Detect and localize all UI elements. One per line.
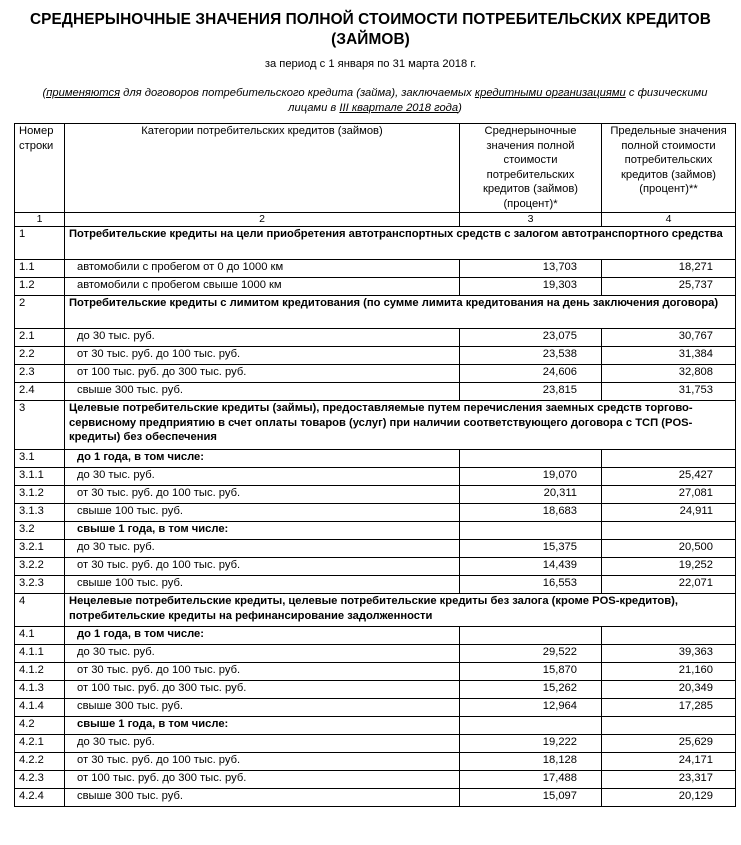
row-number-cell: 4.1.2 [15,663,65,681]
rates-table [14,123,736,807]
average-value-cell: 29,522 [460,645,602,663]
row-number-cell: 2 [15,296,65,329]
category-cell: до 1 года, в том числе: [65,450,460,468]
header-row-number: Номер строки [15,124,65,213]
row-number-cell: 4.1 [15,627,65,645]
row-number-cell: 1 [15,227,65,260]
row-number-cell: 4 [15,594,65,627]
row-number-cell: 3.1.3 [15,504,65,522]
row-number-cell: 4.2.1 [15,735,65,753]
row-number-cell: 3.2.3 [15,576,65,594]
table-row [15,663,736,681]
row-number-cell: 3.1.2 [15,486,65,504]
note-part-5: III квартале 2018 года [339,101,459,114]
column-index: 2 [65,213,460,227]
average-value-cell: 19,222 [460,735,602,753]
category-cell: Нецелевые потребительские кредиты, целевые потребительские кредиты без залога (кроме POS-кредитов), потребительские кредиты на рефинансирование задолженности [65,594,736,627]
average-value-cell: 18,128 [460,753,602,771]
category-cell: Потребительские кредиты на цели приобретения автотранспортных средств с залогом автотранспортного средства [65,227,736,260]
table-row [15,753,736,771]
max-value-cell: 25,629 [602,735,736,753]
row-number-cell: 4.1.4 [15,699,65,717]
max-value-cell: 25,427 [602,468,736,486]
max-value-cell: 20,500 [602,540,736,558]
category-cell: до 30 тыс. руб. [65,468,460,486]
row-number-cell: 1.2 [15,278,65,296]
row-number-cell: 2.3 [15,365,65,383]
table-row [15,558,736,576]
max-value-cell [602,717,736,735]
table-row [15,789,736,807]
category-cell: Целевые потребительские кредиты (займы), предоставляемые путем перечисления заемных средств торгово-сервисному предприятию в счет оплаты товаров (услуг) при наличии соответствующего договора с ТСП (POS-кредиты) без обеспечения [65,401,736,450]
max-value-cell: 27,081 [602,486,736,504]
max-value-cell: 21,160 [602,663,736,681]
average-value-cell: 16,553 [460,576,602,594]
average-value-cell: 12,964 [460,699,602,717]
note-part-3: кредитными организациями [474,87,626,99]
row-number-cell: 3.2.1 [15,540,65,558]
max-value-cell: 24,911 [602,504,736,522]
table-header-row [15,124,736,213]
max-value-cell: 39,363 [602,645,736,663]
average-value-cell: 20,311 [460,486,602,504]
row-number-cell: 4.2.4 [15,789,65,807]
table-row [15,594,736,627]
row-number-cell: 3.2.2 [15,558,65,576]
category-cell: от 30 тыс. руб. до 100 тыс. руб. [65,486,460,504]
category-cell: свыше 300 тыс. руб. [65,699,460,717]
table-row [15,260,736,278]
average-value-cell: 15,097 [460,789,602,807]
table-row [15,576,736,594]
note-part-1: (применяются [42,87,121,99]
category-cell: свыше 100 тыс. руб. [65,504,460,522]
header-average-value: Среднерыночные значения полной стоимости потребительских кредитов (займов) (процент)* [460,124,602,213]
period-subtitle: за период с 1 января по 31 марта 2018 г. [264,58,477,70]
table-row [15,486,736,504]
max-value-cell [602,522,736,540]
average-value-cell: 17,488 [460,771,602,789]
row-number-cell: 3.1.1 [15,468,65,486]
column-index-row [15,213,736,227]
average-value-cell: 24,606 [460,365,602,383]
category-cell: от 30 тыс. руб. до 100 тыс. руб. [65,663,460,681]
table-row [15,401,736,450]
table-row [15,735,736,753]
category-cell: от 30 тыс. руб. до 100 тыс. руб. [65,753,460,771]
category-cell: автомобили с пробегом свыше 1000 км [65,278,460,296]
max-value-cell: 24,171 [602,753,736,771]
row-number-cell: 3.1 [15,450,65,468]
column-index: 1 [15,213,65,227]
category-cell: от 100 тыс. руб. до 300 тыс. руб. [65,681,460,699]
table-row [15,278,736,296]
category-cell: до 30 тыс. руб. [65,329,460,347]
table-row [15,504,736,522]
max-value-cell: 30,767 [602,329,736,347]
max-value-cell: 22,071 [602,576,736,594]
category-cell: до 1 года, в том числе: [65,627,460,645]
average-value-cell: 14,439 [460,558,602,576]
average-value-cell: 19,303 [460,278,602,296]
average-value-cell [460,450,602,468]
max-value-cell: 20,349 [602,681,736,699]
table-row [15,771,736,789]
max-value-cell: 25,737 [602,278,736,296]
max-value-cell: 17,285 [602,699,736,717]
document-title: СРЕДНЕРЫНОЧНЫЕ ЗНАЧЕНИЯ ПОЛНОЙ СТОИМОСТИ ПОТРЕБИТЕЛЬСКИХ КРЕДИТОВ (ЗАЙМОВ) [29,11,712,48]
table-row [15,645,736,663]
row-number-cell: 4.2.2 [15,753,65,771]
average-value-cell: 15,870 [460,663,602,681]
category-cell: свыше 300 тыс. руб. [65,383,460,401]
average-value-cell: 13,703 [460,260,602,278]
category-cell: от 30 тыс. руб. до 100 тыс. руб. [65,347,460,365]
table-row [15,227,736,260]
category-cell: свыше 300 тыс. руб. [65,789,460,807]
category-cell: до 30 тыс. руб. [65,645,460,663]
category-cell: свыше 1 года, в том числе: [65,717,460,735]
table-row [15,717,736,735]
table-row [15,329,736,347]
average-value-cell: 23,538 [460,347,602,365]
header-category: Категории потребительских кредитов (займов) [65,124,460,213]
row-number-cell: 2.4 [15,383,65,401]
table-row [15,296,736,329]
table-row [15,627,736,645]
table-row [15,522,736,540]
row-number-cell: 4.1.1 [15,645,65,663]
table-row [15,347,736,365]
average-value-cell: 18,683 [460,504,602,522]
row-number-cell: 4.1.3 [15,681,65,699]
max-value-cell [602,627,736,645]
row-number-cell: 1.1 [15,260,65,278]
category-cell: свыше 1 года, в том числе: [65,522,460,540]
category-cell: от 100 тыс. руб. до 300 тыс. руб. [65,771,460,789]
max-value-cell: 20,129 [602,789,736,807]
column-index: 3 [460,213,602,227]
category-cell: до 30 тыс. руб. [65,735,460,753]
max-value-cell [602,450,736,468]
row-number-cell: 3.2 [15,522,65,540]
table-row [15,540,736,558]
category-cell: от 30 тыс. руб. до 100 тыс. руб. [65,558,460,576]
average-value-cell: 23,815 [460,383,602,401]
average-value-cell [460,717,602,735]
category-cell: от 100 тыс. руб. до 300 тыс. руб. [65,365,460,383]
max-value-cell: 31,753 [602,383,736,401]
category-cell: до 30 тыс. руб. [65,540,460,558]
max-value-cell: 32,808 [602,365,736,383]
max-value-cell: 18,271 [602,260,736,278]
row-number-cell: 2.2 [15,347,65,365]
column-index: 4 [602,213,736,227]
table-row [15,450,736,468]
average-value-cell: 19,070 [460,468,602,486]
category-cell: автомобили с пробегом от 0 до 1000 км [65,260,460,278]
table-row [15,468,736,486]
note-part-2: для договоров потребительского кредита (займа), заключаемых [120,87,475,99]
average-value-cell [460,627,602,645]
row-number-cell: 3 [15,401,65,450]
average-value-cell: 23,075 [460,329,602,347]
max-value-cell: 19,252 [602,558,736,576]
note-part-4: с физическими лицами в [288,87,708,114]
table-row [15,383,736,401]
max-value-cell: 23,317 [602,771,736,789]
applicability-note [30,86,720,115]
average-value-cell: 15,262 [460,681,602,699]
row-number-cell: 4.2.3 [15,771,65,789]
note-part-6: ) [458,101,462,114]
table-row [15,681,736,699]
category-cell: свыше 100 тыс. руб. [65,576,460,594]
row-number-cell: 2.1 [15,329,65,347]
table-row [15,365,736,383]
max-value-cell: 31,384 [602,347,736,365]
average-value-cell: 15,375 [460,540,602,558]
category-cell: Потребительские кредиты с лимитом кредитования (по сумме лимита кредитования на день заключения договора) [65,296,736,329]
row-number-cell: 4.2 [15,717,65,735]
average-value-cell [460,522,602,540]
header-max-value: Предельные значения полной стоимости потребительских кредитов (займов) (процент)** [602,124,736,213]
table-row [15,699,736,717]
